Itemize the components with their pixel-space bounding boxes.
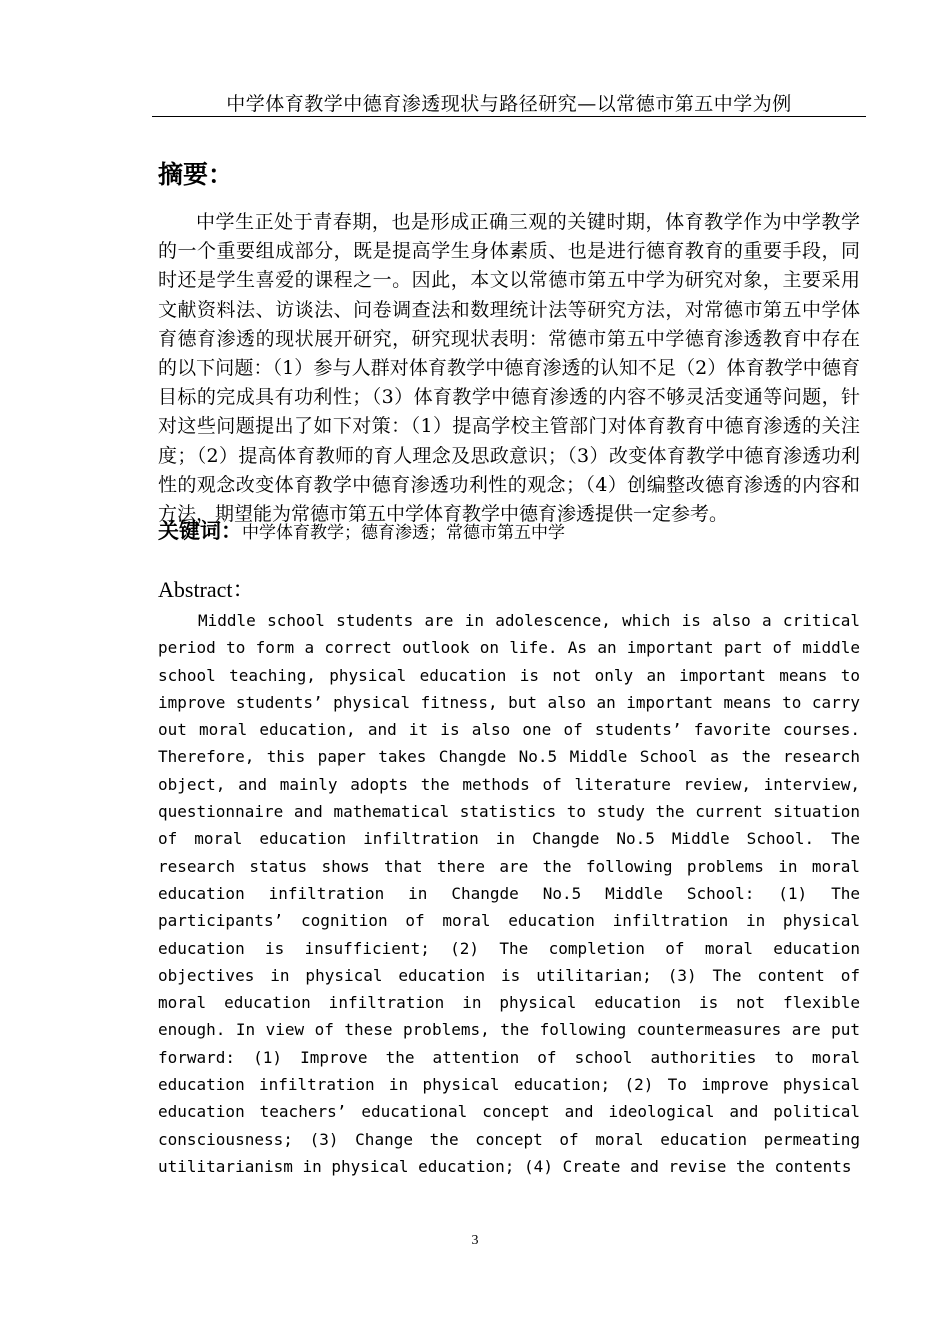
header-divider (152, 116, 866, 117)
running-header-title: 中学体育教学中德育渗透现状与路径研究—以常德市第五中学为例 (226, 93, 792, 115)
abstract-cn-heading: 摘要： (158, 160, 234, 189)
abstract-en-body: Middle school students are in adolescence, which is also a critical period to form a correct outlook on life. As an important part of middle school teaching, physical education is not only an important means to improve students’ physical fitness, but also an important means to carry out moral education, and it is also one of students’ favorite courses. Therefore, this paper takes Changde No.5 Middle School as the research object, and mainly adopts the methods of literature review, interview, questionnaire and mathematical statistics to study the current situation of moral education infiltration in Changde No.5 Middle School. The research status shows that there are the following problems in moral education infiltration in Changde No.5 Middle School: (1) The participants’ cognition of moral education infiltration in physical education is insufficient; (2) The completion of moral education objectives in physical education is utilitarian; (3) The content of moral education infiltration in physical education is not flexible enough. In view of these problems, the following countermeasures are put forward: (1) Improve the attention of school authorities to moral education infiltration in physical education; (2) To improve physical education teachers’ educational concept and ideological and political consciousness; (3) Change the concept of moral education permeating utilitarianism in physical education; (4) Create and revise the contents (158, 611, 860, 1176)
keywords-value: 中学体育教学；德育渗透；常德市第五中学 (242, 523, 565, 543)
page-number: 3 (471, 1233, 479, 1248)
abstract-en-heading: Abstract： (158, 577, 255, 602)
abstract-cn-body: 中学生正处于青春期，也是形成正确三观的关键时期，体育教学作为中学教学的一个重要组成部分，既是提高学生身体素质、也是进行德育教育的重要手段，同时还是学生喜爱的课程之一。因此，本文以常德市第五中学为研究对象，主要采用文献资料法、访谈法、问卷调查法和数理统计法等研究方法，对常德市第五中学体育德育渗透的现状展开研究，研究现状表明：常德市第五中学德育渗透教育中存在的以下问题：（1）参与人群对体育教学中德育渗透的认知不足（2）体育教学中德育目标的完成具有功利性；（3）体育教学中德育渗透的内容不够灵活变通等问题，针对这些问题提出了如下对策：（1）提高学校主管部门对体育教育中德育渗透的关注度；（2）提高体育教师的育人理念及思政意识；（3）改变体育教学中德育渗透功利性的观念改变体育教学中德育渗透功利性的观念；（4）创编整改德育渗透的内容和方法，期望能为常德市第五中学体育教学中德育渗透提供一定参考。 (158, 211, 860, 526)
keywords-label: 关键词： (158, 518, 242, 543)
keywords-cn (158, 517, 860, 547)
